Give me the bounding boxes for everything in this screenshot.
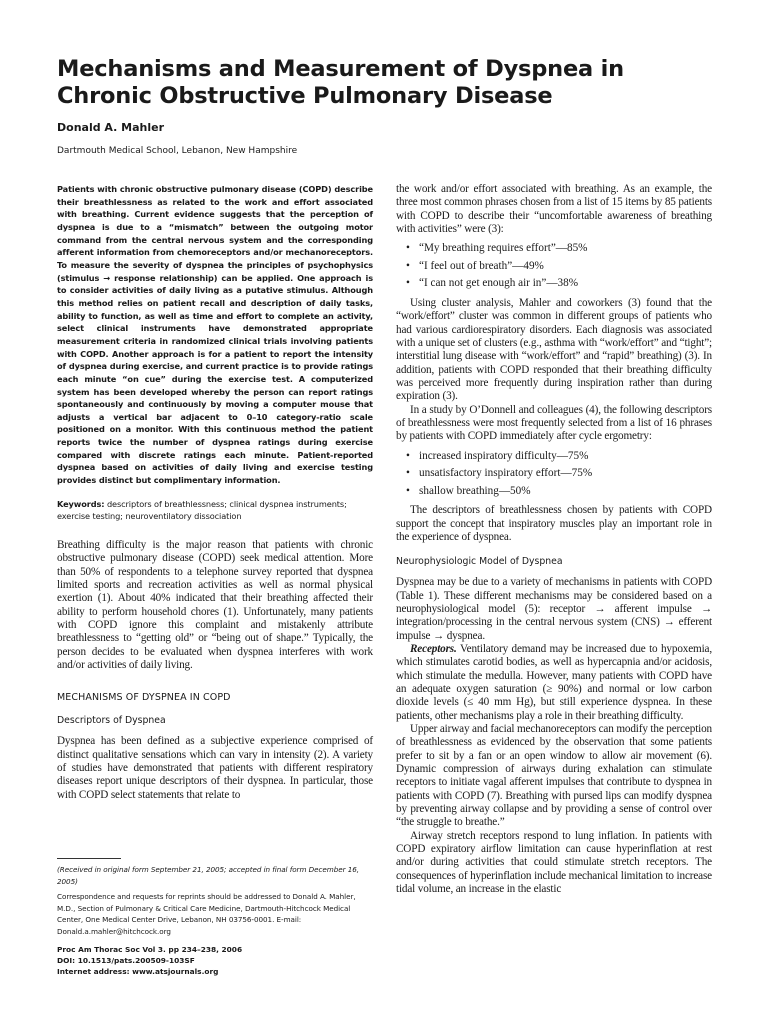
list-item [406, 465, 712, 483]
section-heading: MECHANISMS OF DYSPNEA IN COPD [57, 692, 231, 704]
bullet-icon: • [406, 484, 410, 497]
list-item-text: “My breathing requires effort”—85% [419, 242, 588, 255]
list-item [406, 275, 712, 293]
right-intro-paragraph: the work and/or effort associated with breathing. As an example, the three most common phrases chosen from a list of 15 items by 85 patients with COPD to describe their “uncomfortable awareness of breathing with activities” were (3): [396, 183, 712, 236]
author-name: Donald A. Mahler [57, 121, 164, 134]
subheading-neurophysiologic: Neurophysiologic Model of Dyspnea [396, 556, 563, 568]
list-item-text: “I feel out of breath”—49% [419, 259, 544, 272]
list-item-text: increased inspiratory difficulty—75% [419, 449, 589, 462]
right-column [396, 183, 712, 896]
left-column [57, 183, 373, 802]
bullet-icon: • [406, 242, 410, 255]
list-item [406, 448, 712, 466]
footnote-correspondence: Correspondence and requests for reprints should be addressed to Donald A. Mahler, M.D., Section of Pulmonary & Critical Care Medicine, Dartmouth-Hitchcock Medical Center, One Medical Center Drive, Lebanon, NH 03756-0001. E-mail: Donald.a.mahler@hitchcock.org [57, 892, 356, 936]
citation-block [57, 944, 373, 978]
title-line-1: Mechanisms and Measurement of Dyspnea in [57, 56, 624, 82]
footnote-divider [57, 858, 121, 859]
list-item [406, 240, 712, 258]
intro-paragraph: Breathing difficulty is the major reason that patients with chronic obstructive pulmonary disease (COPD) seek medical attention. More than 50% of respondents to a telephone survey reported that dyspnea limited sports and recreation activities as well as normal physical exertion (1). About 40% indicated that their breathing affected their ability to perform household chores (1). Unfortunately, many patients with COPD ignore this complaint and mistakenly attribute breathlessness to “getting old” or “being out of shape.” Typically, the person decides to be evaluated when dyspnea interferes with work and/or activities of daily living. [57, 538, 373, 672]
receptors-paragraph [396, 643, 712, 723]
list-item-text: “I can not get enough air in”—38% [419, 277, 579, 290]
keywords [57, 498, 373, 523]
bullet-list-2 [396, 448, 712, 501]
citation-url: Internet address: www.atsjournals.org [57, 967, 219, 977]
bullet-icon: • [406, 259, 410, 272]
descriptors-paragraph: Dyspnea has been defined as a subjective experience comprised of distinct qualitative sensations which can vary in intensity (2). A variety of studies have demonstrated that patients with different respiratory diseases report unique descriptors of their dyspnea. In particular, those with COPD select statements that relate to [57, 735, 373, 801]
abstract: Patients with chronic obstructive pulmonary disease (COPD) describe their breathlessness as related to the work and effort associated with breathing. Current evidence suggests that the perception of dyspnea is due to a “mismatch” between the outgoing motor command from the central nervous system and the corresponding afferent information from chemoreceptors and/or mechanoreceptors. To measure the severity of dyspnea the principles of psychophysics (stimulus → response relationship) can be applied. One approach is to consider activities of daily living as a putative stimulus. Although this method relies on patient recall and description of daily tasks, ability to function, as well as time and effort to complete an activity, select clinical instruments have demonstrated appropriate measurement criteria in randomized clinical trials involving patients with COPD. Another approach is for a patient to report the intensity of dyspnea during exercise, and current practice is to provide ratings each minute “on cue” during the exercise test. A computerized system has been developed whereby the person can report ratings spontaneously and continuously by moving a computer mouse that adjusts a vertical bar adjacent to 0–10 category-ratio scale positioned on a monitor. With this continuous method the patient reports twice the number of dyspnea ratings during exercise compared with discrete ratings each minute. Patient-reported dyspnea based on activities of daily living and exercise testing provides distinct but complimentary information. [57, 184, 373, 486]
list-item-text: shallow breathing—50% [419, 484, 531, 497]
bullet-icon: • [406, 277, 410, 290]
article-title [57, 56, 717, 110]
stretch-receptor-paragraph: Airway stretch receptors respond to lung inflation. In patients with COPD expiratory airflow limitation can cause hyperinflation at rest and/or during activities that could stimulate stretch receptors. The consequences of hyperinflation include mechanical limitation to increase tidal volume, an increase in the elastic [396, 829, 712, 896]
odonnell-paragraph: In a study by O’Donnell and colleagues (4), the following descriptors of breathlessness were most frequently selected from a list of 16 phrases by patients with COPD immediately after cycle ergometry: [396, 403, 712, 443]
keywords-label: Keywords: [57, 498, 105, 509]
list-item [406, 258, 712, 276]
citation-doi: DOI: 10.1513/pats.200509-103SF [57, 956, 195, 966]
upper-airway-paragraph: Upper airway and facial mechanoreceptors can modify the perception of breathlessness as evidenced by the observation that some patients prefer to sit by a fan or an open window to allow air movement (6). Dynamic compression of airways during exhalation can stimulate receptors to initiate vagal afferent impulses that contribute to dyspnea in patients with COPD (7). Breathing with pursed lips can modify dyspnea by preventing airway collapse and by providing a sense of control over “the struggle to breathe.” [396, 722, 712, 829]
author-affiliation: Dartmouth Medical School, Lebanon, New Hampshire [57, 146, 298, 156]
bullet-icon: • [406, 467, 410, 480]
title-line-2: Chronic Obstructive Pulmonary Disease [57, 83, 553, 109]
citation-journal: Proc Am Thorac Soc Vol 3. pp 234–238, 2006 [57, 945, 243, 954]
bullet-icon: • [406, 449, 410, 462]
keywords-text: descriptors of breathlessness; clinical dyspnea instruments; exercise testing; neuroventilatory dissociation [57, 498, 347, 522]
neuro-paragraph: Dyspnea may be due to a variety of mechanisms in patients with COPD (Table 1). These different mechanisms may be considered based on a neurophysiological model (5): receptor → afferent impulse → integration/processing in the central nervous system (CNS) → efferent impulse → dyspnea. [396, 576, 712, 642]
cluster-paragraph: Using cluster analysis, Mahler and coworkers (3) found that the “work/effort” cluster was common in different groups of patients who had various cardiorespiratory disorders. Each diagnosis was associated with a unique set of clusters (e.g., asthma with “work/effort” and “tight”; interstitial lung disease with “work/effort” and “rapid” breathing) (3). In addition, patients with COPD responded that their breathing difficulty was perceived more frequently during inspiration rather than during expiration (3). [396, 296, 712, 403]
list-item-text: unsatisfactory inspiratory effort—75% [419, 467, 593, 480]
footnote-received: (Received in original form September 21, 2005; accepted in final form December 16, 2005) [57, 865, 360, 886]
list-item [406, 483, 712, 501]
descriptors-support-paragraph: The descriptors of breathlessness chosen by patients with COPD support the concept that inspiratory muscles play an important role in the experience of dyspnea. [396, 504, 712, 543]
footnotes [57, 858, 373, 978]
receptors-text: Ventilatory demand may be increased due to hypoxemia, which stimulates carotid bodies, as well as hypercapnia and/or acidosis, which stimulate the medulla. However, many patients with COPD have an adequate oxygen saturation (≥ 90%) and normal or low carbon dioxide levels (≤ 40 mm Hg), but still experience dyspnea. In these patients, other mechanisms play a role in their breathing difficulty. [396, 642, 712, 722]
bullet-list-1 [396, 240, 712, 293]
subheading-descriptors: Descriptors of Dyspnea [57, 715, 166, 727]
receptors-label: Receptors. [410, 642, 457, 655]
